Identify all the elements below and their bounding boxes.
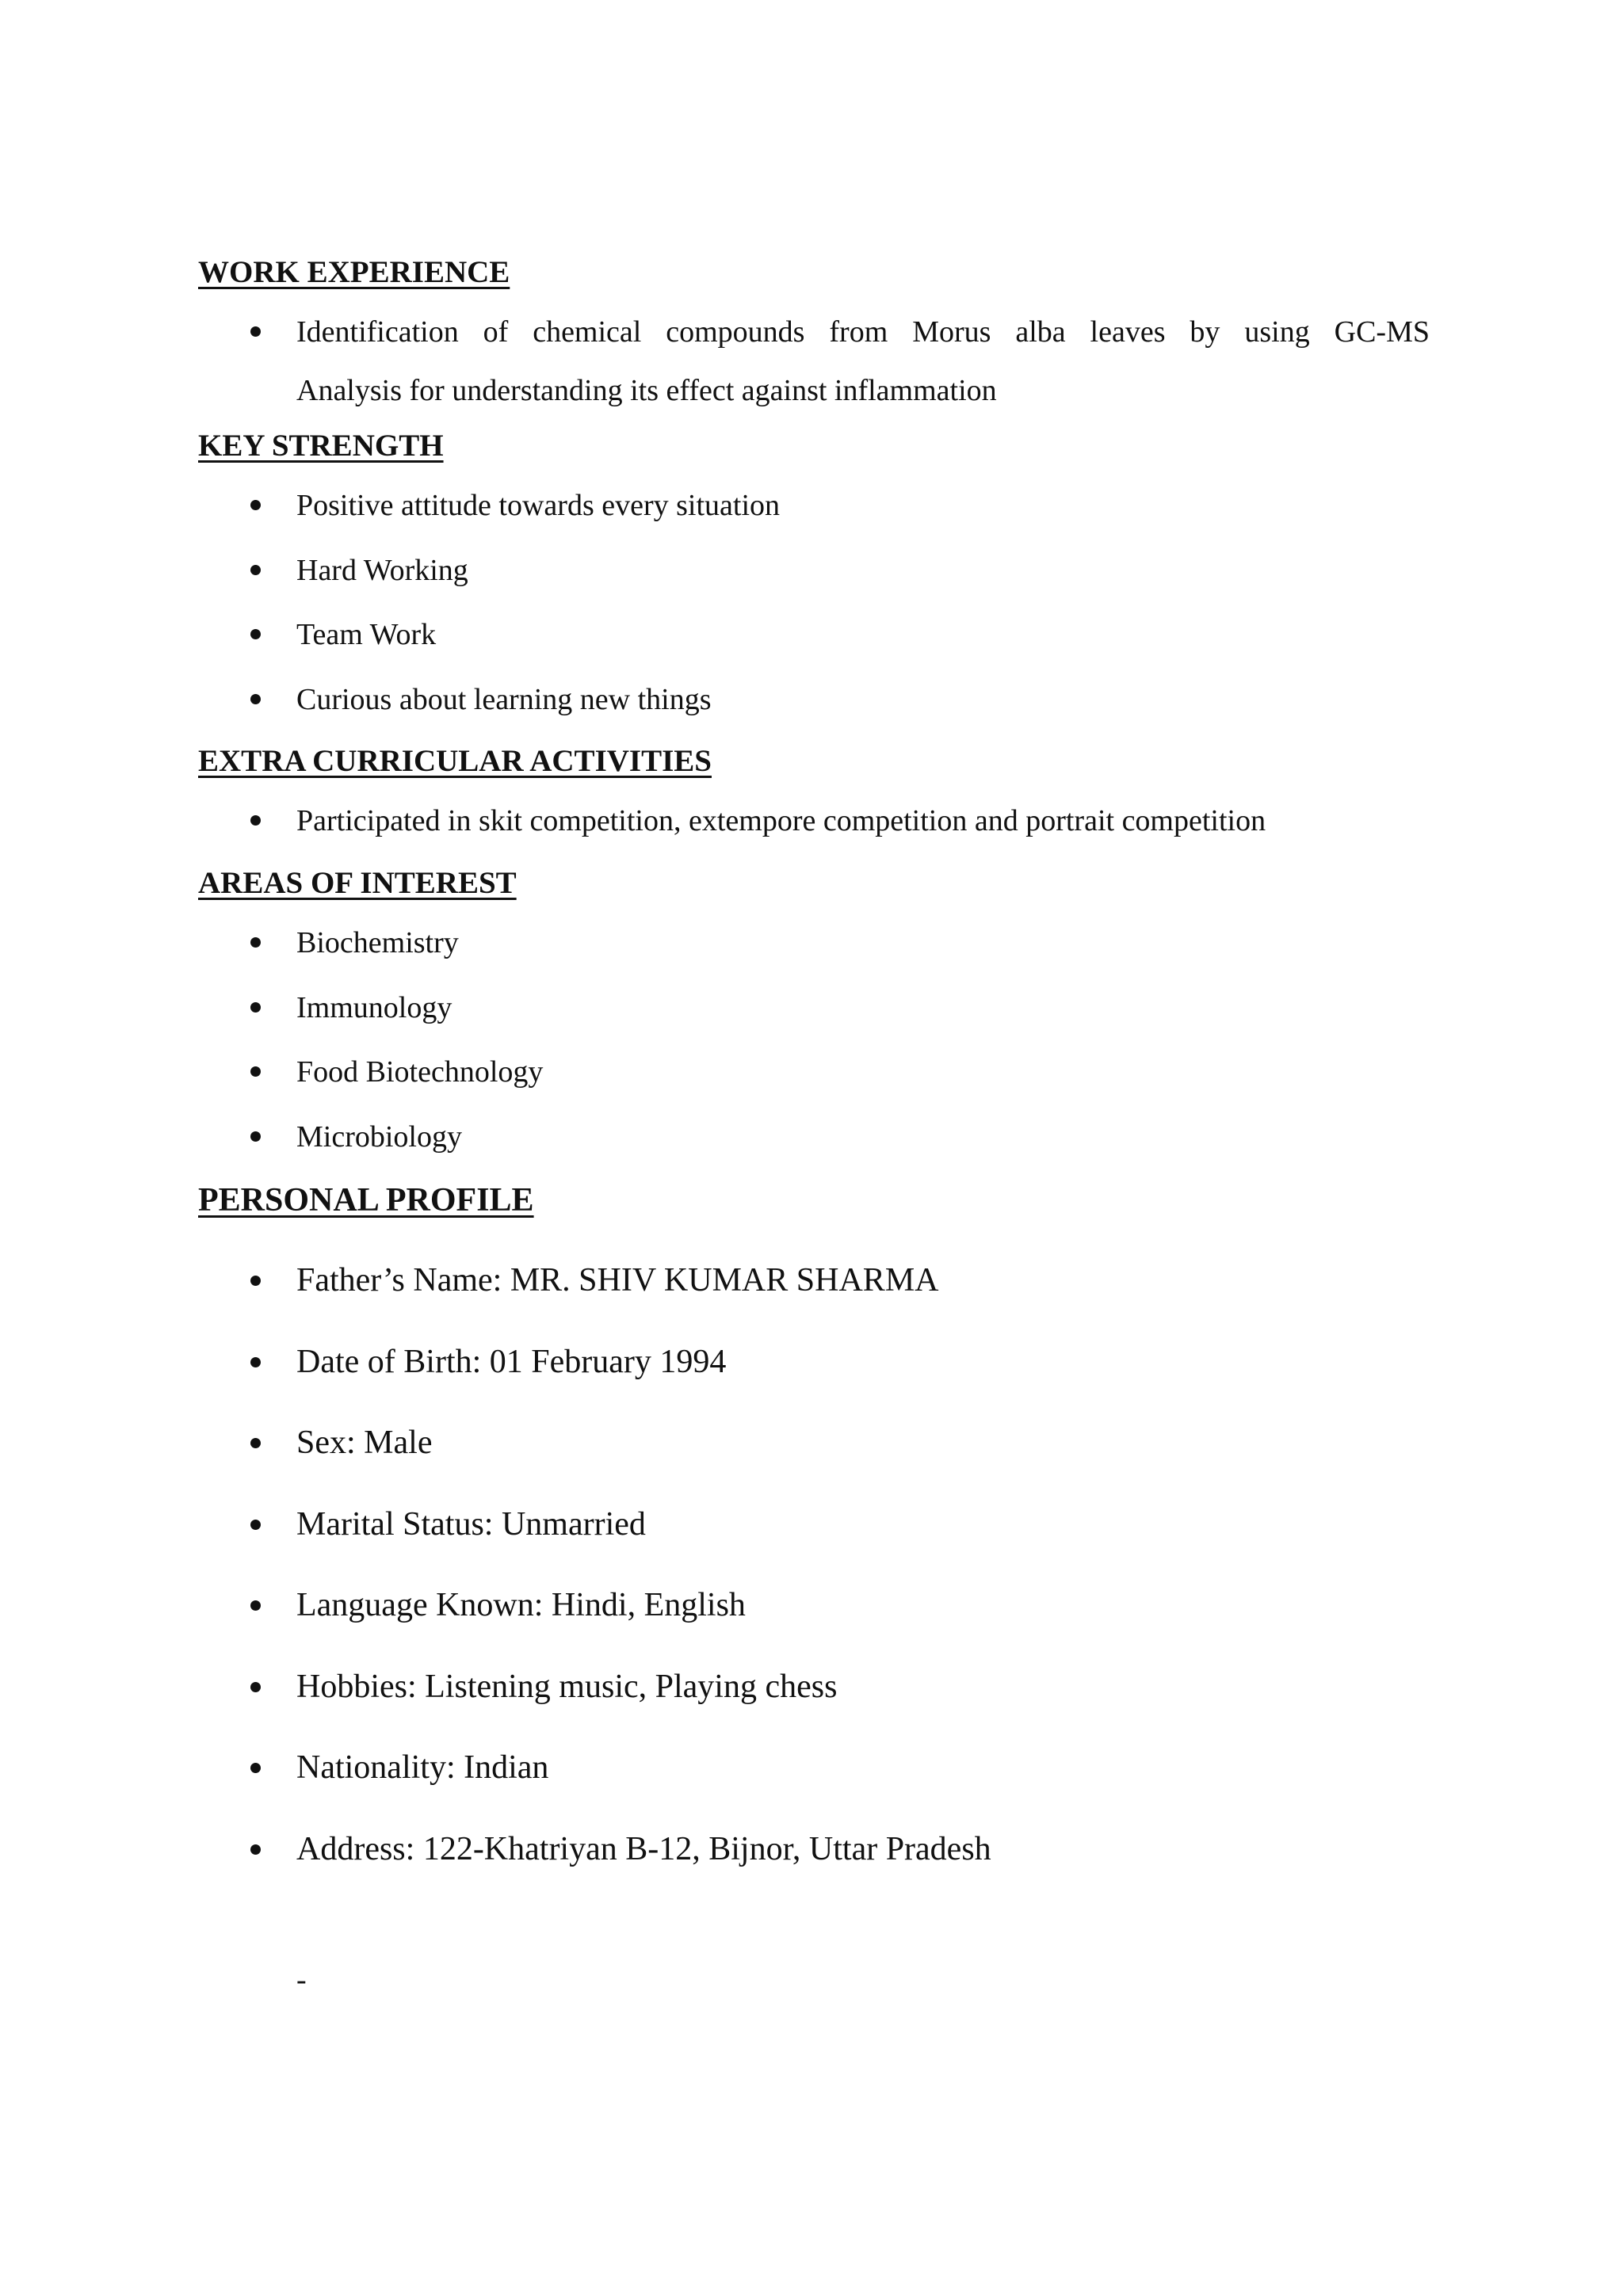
bullet-icon (250, 629, 261, 639)
interest-item: Microbiology (296, 1120, 462, 1154)
interest-item: Biochemistry (296, 926, 459, 959)
key-strength-item: Team Work (296, 618, 437, 651)
profile-item-date-of-birth: Date of Birth: 01 February 1994 (296, 1344, 727, 1380)
profile-item-sex: Sex: Male (296, 1425, 433, 1461)
bullet-icon (250, 694, 261, 704)
extra-curricular-heading: EXTRA CURRICULAR ACTIVITIES (198, 744, 712, 778)
bullet-icon (250, 565, 261, 575)
bullet-icon (250, 937, 261, 948)
areas-of-interest-heading: AREAS OF INTEREST (198, 866, 517, 900)
bullet-icon (250, 1520, 261, 1530)
extra-curricular-item: Participated in skit competition, extempore competition and portrait competition (296, 804, 1266, 837)
bullet-icon (250, 1844, 261, 1855)
profile-item-nationality: Nationality: Indian (296, 1749, 549, 1786)
profile-item-address: Address: 122-Khatriyan B-12, Bijnor, Uttar Pradesh (296, 1831, 991, 1867)
interest-item: Food Biotechnology (296, 1055, 544, 1089)
work-experience-item-line1: Identification of chemical compounds from Morus alba leaves by using GC-MS (296, 315, 1430, 349)
bullet-icon (250, 1600, 261, 1611)
personal-profile-heading: PERSONAL PROFILE (198, 1182, 534, 1219)
key-strength-item: Hard Working (296, 554, 468, 587)
work-experience-item-line2: Analysis for understanding its effect against inflammation (296, 374, 997, 407)
trailing-dash: - (296, 1963, 307, 1997)
bullet-icon (250, 1002, 261, 1013)
bullet-icon (250, 1438, 261, 1448)
profile-item-language: Language Known: Hindi, English (296, 1587, 746, 1623)
bullet-icon (250, 1276, 261, 1286)
key-strength-item: Curious about learning new things (296, 683, 712, 716)
bullet-icon (250, 1682, 261, 1692)
bullet-icon (250, 815, 261, 826)
bullet-icon (250, 500, 261, 510)
key-strength-heading: KEY STRENGTH (198, 429, 444, 463)
key-strength-item: Positive attitude towards every situation (296, 489, 781, 522)
interest-item: Immunology (296, 991, 453, 1024)
bullet-icon (250, 1357, 261, 1367)
bullet-icon (250, 326, 261, 337)
profile-item-hobbies: Hobbies: Listening music, Playing chess (296, 1669, 838, 1705)
bullet-icon (250, 1763, 261, 1773)
work-experience-heading: WORK EXPERIENCE (198, 255, 510, 289)
bullet-icon (250, 1131, 261, 1142)
profile-item-marital-status: Marital Status: Unmarried (296, 1506, 646, 1543)
bullet-icon (250, 1066, 261, 1077)
profile-item-father-name: Father’s Name: MR. SHIV KUMAR SHARMA (296, 1262, 939, 1299)
